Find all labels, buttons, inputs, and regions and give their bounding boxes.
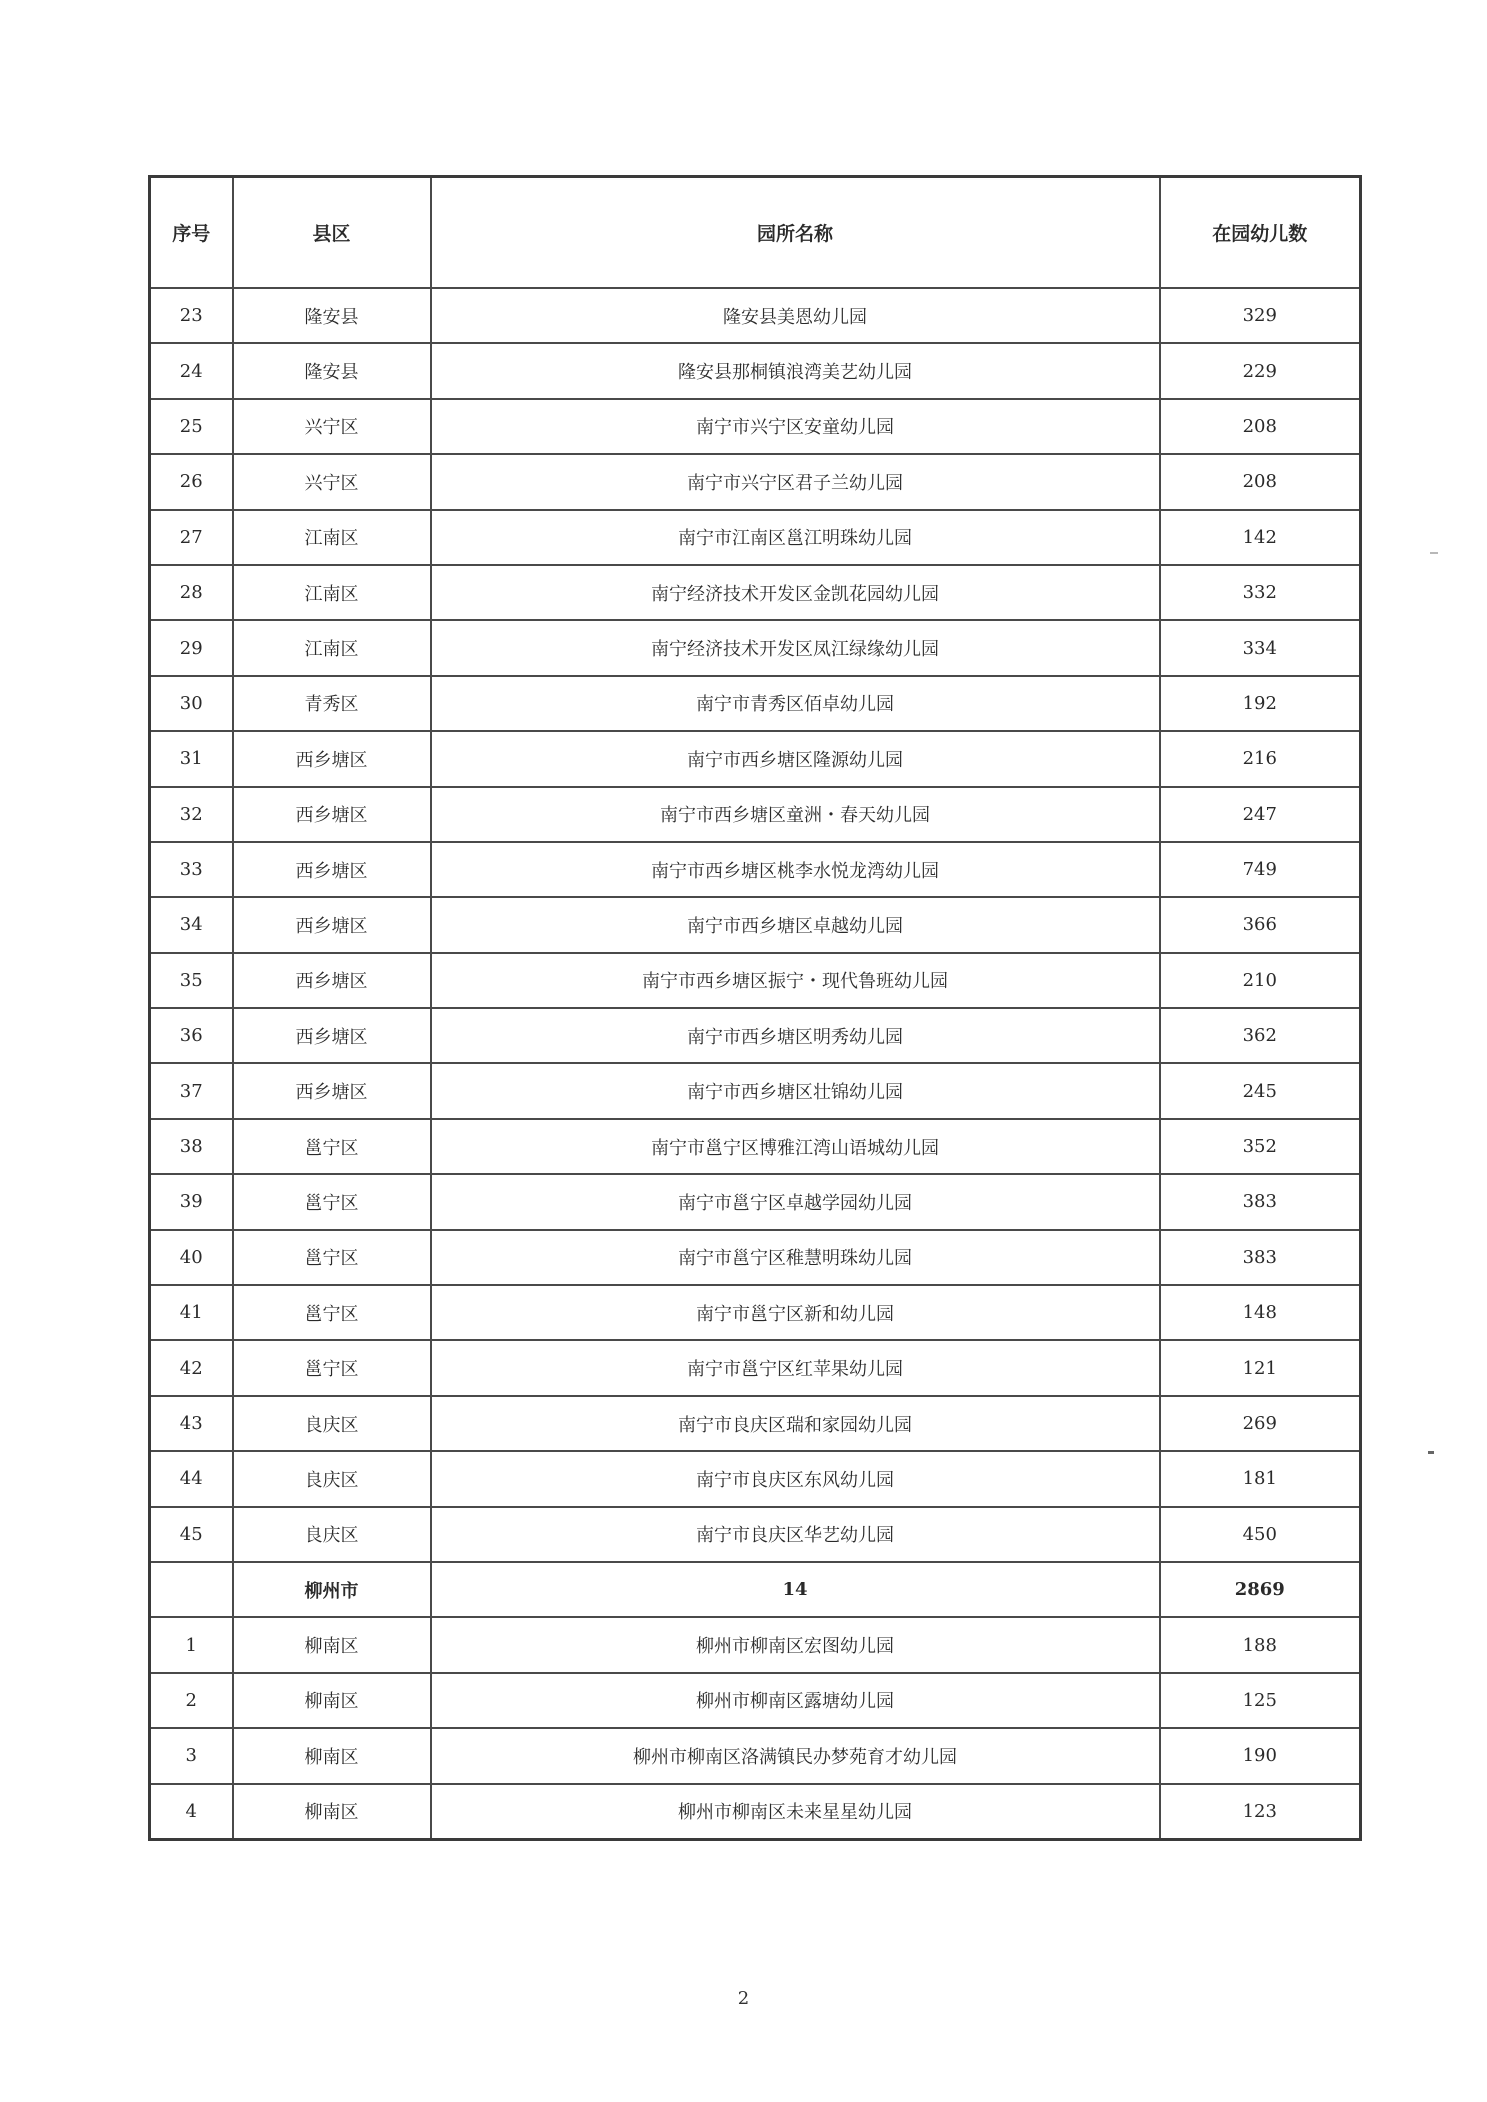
table-row (150, 565, 1361, 620)
cell-county: 青秀区 (233, 676, 431, 731)
subtotal-school-count: 14 (431, 1562, 1160, 1617)
cell-county: 良庆区 (233, 1507, 431, 1562)
table-row (150, 731, 1361, 786)
cell-seq: 33 (150, 842, 233, 897)
cell-name: 南宁市良庆区东风幼儿园 (431, 1451, 1160, 1506)
cell-seq: 42 (150, 1340, 233, 1395)
cell-name: 南宁市西乡塘区卓越幼儿园 (431, 897, 1160, 952)
table-row (150, 1340, 1361, 1395)
subtotal-seq (150, 1562, 233, 1617)
cell-name: 南宁市兴宁区君子兰幼儿园 (431, 454, 1160, 509)
cell-count: 142 (1160, 510, 1361, 565)
cell-count: 181 (1160, 1451, 1361, 1506)
cell-count: 450 (1160, 1507, 1361, 1562)
cell-name: 南宁市西乡塘区明秀幼儿园 (431, 1008, 1160, 1063)
cell-name: 南宁市西乡塘区桃李水悦龙湾幼儿园 (431, 842, 1160, 897)
cell-name: 南宁市邕宁区新和幼儿园 (431, 1285, 1160, 1340)
cell-seq: 3 (150, 1728, 233, 1783)
cell-county: 邕宁区 (233, 1119, 431, 1174)
table-row (150, 842, 1361, 897)
cell-name: 南宁市西乡塘区隆源幼儿园 (431, 731, 1160, 786)
table-row (150, 1230, 1361, 1285)
table-row (150, 288, 1361, 343)
cell-seq: 31 (150, 731, 233, 786)
cell-count: 362 (1160, 1008, 1361, 1063)
cell-seq: 34 (150, 897, 233, 952)
table-row (150, 510, 1361, 565)
cell-name: 南宁市邕宁区卓越学园幼儿园 (431, 1174, 1160, 1229)
header-seq: 序号 (150, 177, 233, 289)
cell-count: 188 (1160, 1617, 1361, 1672)
cell-seq: 27 (150, 510, 233, 565)
table-row (150, 1008, 1361, 1063)
cell-county: 柳南区 (233, 1617, 431, 1672)
cell-count: 190 (1160, 1728, 1361, 1783)
cell-county: 良庆区 (233, 1396, 431, 1451)
cell-count: 208 (1160, 454, 1361, 509)
table-row (150, 1617, 1361, 1672)
cell-seq: 38 (150, 1119, 233, 1174)
cell-seq: 23 (150, 288, 233, 343)
cell-name: 南宁市邕宁区博雅江湾山语城幼儿园 (431, 1119, 1160, 1174)
cell-county: 柳南区 (233, 1784, 431, 1840)
cell-count: 123 (1160, 1784, 1361, 1840)
table-row (150, 454, 1361, 509)
cell-name: 隆安县那桐镇浪湾美艺幼儿园 (431, 343, 1160, 398)
table-row (150, 953, 1361, 1008)
cell-county: 柳南区 (233, 1728, 431, 1783)
table-row (150, 897, 1361, 952)
header-county: 县区 (233, 177, 431, 289)
cell-count: 229 (1160, 343, 1361, 398)
cell-count: 332 (1160, 565, 1361, 620)
subtotal-row (150, 1562, 1361, 1617)
cell-count: 121 (1160, 1340, 1361, 1395)
cell-county: 西乡塘区 (233, 953, 431, 1008)
table-header (150, 177, 1361, 289)
cell-county: 兴宁区 (233, 399, 431, 454)
cell-seq: 2 (150, 1673, 233, 1728)
table-row (150, 1063, 1361, 1118)
cell-count: 148 (1160, 1285, 1361, 1340)
cell-count: 383 (1160, 1174, 1361, 1229)
cell-count: 216 (1160, 731, 1361, 786)
header-count: 在园幼儿数 (1160, 177, 1361, 289)
cell-name: 南宁市兴宁区安童幼儿园 (431, 399, 1160, 454)
cell-name: 南宁经济技术开发区金凯花园幼儿园 (431, 565, 1160, 620)
table-row (150, 1673, 1361, 1728)
cell-seq: 24 (150, 343, 233, 398)
cell-name: 柳州市柳南区洛满镇民办梦苑育才幼儿园 (431, 1728, 1160, 1783)
header-name: 园所名称 (431, 177, 1160, 289)
scan-speck (1428, 1451, 1434, 1454)
cell-name: 柳州市柳南区未来星星幼儿园 (431, 1784, 1160, 1840)
table-row (150, 1396, 1361, 1451)
table-row (150, 1174, 1361, 1229)
cell-seq: 30 (150, 676, 233, 731)
cell-county: 兴宁区 (233, 454, 431, 509)
cell-seq: 1 (150, 1617, 233, 1672)
cell-seq: 29 (150, 620, 233, 675)
table-row (150, 1285, 1361, 1340)
cell-seq: 44 (150, 1451, 233, 1506)
cell-seq: 40 (150, 1230, 233, 1285)
table-row (150, 1507, 1361, 1562)
cell-county: 西乡塘区 (233, 1063, 431, 1118)
cell-county: 西乡塘区 (233, 1008, 431, 1063)
cell-name: 南宁市西乡塘区童洲・春天幼儿园 (431, 787, 1160, 842)
cell-count: 749 (1160, 842, 1361, 897)
cell-name: 南宁经济技术开发区凤江绿缘幼儿园 (431, 620, 1160, 675)
cell-county: 西乡塘区 (233, 842, 431, 897)
subtotal-children-count: 2869 (1160, 1562, 1361, 1617)
cell-county: 江南区 (233, 565, 431, 620)
cell-county: 邕宁区 (233, 1285, 431, 1340)
cell-seq: 25 (150, 399, 233, 454)
cell-seq: 39 (150, 1174, 233, 1229)
cell-county: 柳南区 (233, 1673, 431, 1728)
cell-count: 210 (1160, 953, 1361, 1008)
cell-seq: 37 (150, 1063, 233, 1118)
cell-seq: 32 (150, 787, 233, 842)
scan-speck (1430, 552, 1438, 554)
cell-name: 柳州市柳南区宏图幼儿园 (431, 1617, 1160, 1672)
cell-county: 隆安县 (233, 288, 431, 343)
cell-seq: 45 (150, 1507, 233, 1562)
cell-seq: 4 (150, 1784, 233, 1840)
table-row (150, 1119, 1361, 1174)
cell-county: 邕宁区 (233, 1230, 431, 1285)
header-row (150, 177, 1361, 289)
table-row (150, 1784, 1361, 1840)
cell-county: 西乡塘区 (233, 731, 431, 786)
cell-seq: 36 (150, 1008, 233, 1063)
cell-count: 247 (1160, 787, 1361, 842)
table-body (150, 288, 1361, 1839)
cell-county: 江南区 (233, 620, 431, 675)
cell-seq: 35 (150, 953, 233, 1008)
cell-count: 125 (1160, 1673, 1361, 1728)
subtotal-city: 柳州市 (233, 1562, 431, 1617)
cell-county: 邕宁区 (233, 1340, 431, 1395)
cell-seq: 41 (150, 1285, 233, 1340)
cell-name: 南宁市邕宁区稚慧明珠幼儿园 (431, 1230, 1160, 1285)
cell-name: 南宁市良庆区瑞和家园幼儿园 (431, 1396, 1160, 1451)
cell-name: 南宁市西乡塘区振宁・现代鲁班幼儿园 (431, 953, 1160, 1008)
cell-seq: 43 (150, 1396, 233, 1451)
cell-name: 南宁市西乡塘区壮锦幼儿园 (431, 1063, 1160, 1118)
table-row (150, 1728, 1361, 1783)
cell-count: 329 (1160, 288, 1361, 343)
cell-seq: 28 (150, 565, 233, 620)
cell-count: 366 (1160, 897, 1361, 952)
cell-county: 西乡塘区 (233, 787, 431, 842)
cell-county: 江南区 (233, 510, 431, 565)
cell-count: 352 (1160, 1119, 1361, 1174)
cell-county: 良庆区 (233, 1451, 431, 1506)
cell-name: 南宁市良庆区华艺幼儿园 (431, 1507, 1160, 1562)
cell-count: 334 (1160, 620, 1361, 675)
cell-count: 245 (1160, 1063, 1361, 1118)
page-number: 2 (737, 1988, 750, 2009)
table-row (150, 1451, 1361, 1506)
cell-name: 隆安县美恩幼儿园 (431, 288, 1160, 343)
cell-count: 383 (1160, 1230, 1361, 1285)
table-row (150, 620, 1361, 675)
table-row (150, 787, 1361, 842)
table-row (150, 676, 1361, 731)
cell-county: 邕宁区 (233, 1174, 431, 1229)
table-row (150, 399, 1361, 454)
cell-count: 208 (1160, 399, 1361, 454)
cell-count: 269 (1160, 1396, 1361, 1451)
cell-name: 南宁市邕宁区红苹果幼儿园 (431, 1340, 1160, 1395)
cell-name: 南宁市青秀区佰卓幼儿园 (431, 676, 1160, 731)
table-row (150, 343, 1361, 398)
cell-name: 柳州市柳南区露塘幼儿园 (431, 1673, 1160, 1728)
cell-count: 192 (1160, 676, 1361, 731)
cell-name: 南宁市江南区邕江明珠幼儿园 (431, 510, 1160, 565)
cell-county: 西乡塘区 (233, 897, 431, 952)
kindergarten-table (148, 175, 1362, 1841)
cell-seq: 26 (150, 454, 233, 509)
cell-county: 隆安县 (233, 343, 431, 398)
